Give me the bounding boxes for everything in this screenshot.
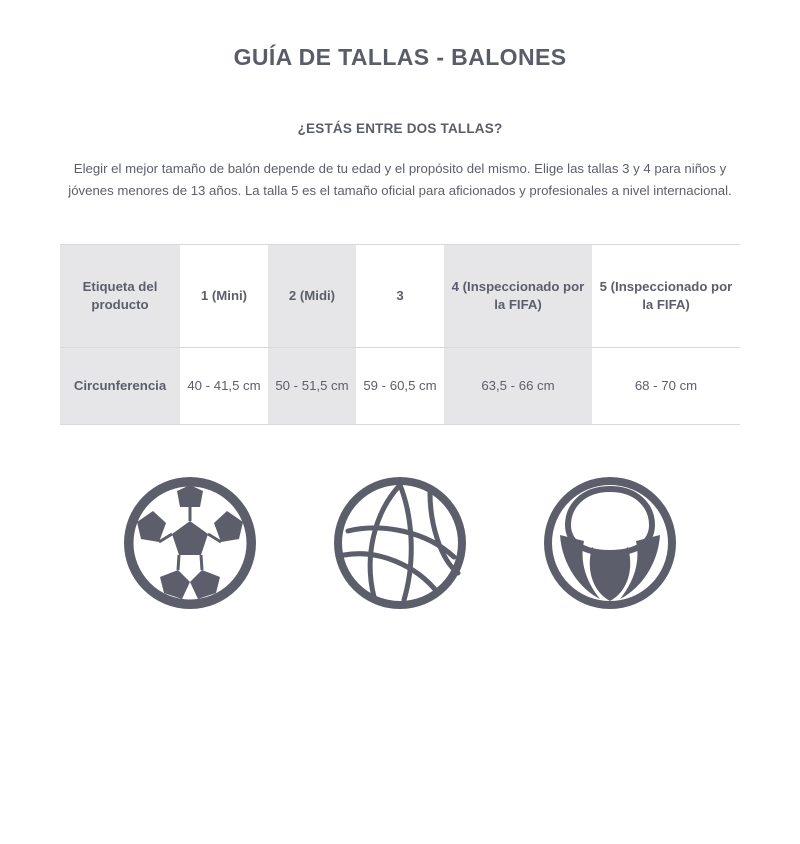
cell-circumference-5: 68 - 70 cm xyxy=(592,348,740,425)
table-header-col-4: 4 (Inspeccionado por la FIFA) xyxy=(444,245,592,348)
ball-illustrations xyxy=(120,473,680,613)
soccer-ball-icon xyxy=(120,473,260,613)
table-header-label: Etiqueta del producto xyxy=(60,245,180,348)
table-header-col-5: 5 (Inspeccionado por la FIFA) xyxy=(592,245,740,348)
panel-ball-icon xyxy=(540,473,680,613)
cell-circumference-3: 59 - 60,5 cm xyxy=(356,348,444,425)
section-subtitle: ¿ESTÁS ENTRE DOS TALLAS? xyxy=(297,121,503,136)
table-row xyxy=(60,348,740,425)
table-header-row xyxy=(60,245,740,348)
cell-circumference-2: 50 - 51,5 cm xyxy=(268,348,356,425)
table-header-col-2: 2 (Midi) xyxy=(268,245,356,348)
cell-circumference-4: 63,5 - 66 cm xyxy=(444,348,592,425)
volleyball-ball-icon xyxy=(330,473,470,613)
size-guide-page xyxy=(0,44,800,844)
intro-paragraph: Elegir el mejor tamaño de balón depende de tu edad y el propósito del mismo. Elige las tallas 3 y 4 para niños y jóvenes menores de 13 años. La talla 5 es el tamaño oficial para aficionados y profesionales a nivel internacional. xyxy=(68,161,732,198)
row-label-circumference: Circunferencia xyxy=(60,348,180,425)
size-table-container xyxy=(60,244,740,425)
cell-circumference-1: 40 - 41,5 cm xyxy=(180,348,268,425)
size-table xyxy=(60,244,740,425)
table-header-col-1: 1 (Mini) xyxy=(180,245,268,348)
table-header-col-3: 3 xyxy=(356,245,444,348)
page-title: GUÍA DE TALLAS - BALONES xyxy=(233,44,567,70)
